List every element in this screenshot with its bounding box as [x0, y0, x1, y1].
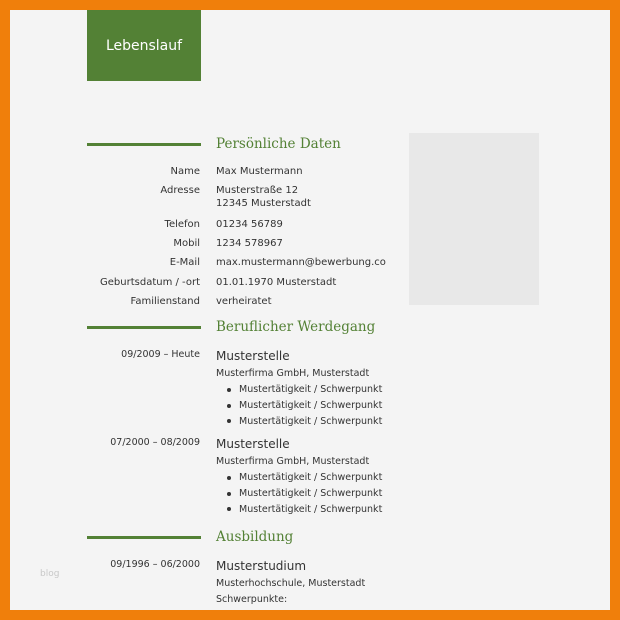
- education-degree: Musterstudium: [216, 559, 307, 573]
- education-school: Musterhochschule, Musterstadt: [216, 578, 366, 589]
- value-phone: [216, 218, 283, 231]
- career-position: Musterstelle: [216, 437, 290, 451]
- bullet-icon: [227, 419, 231, 423]
- list-item: [223, 470, 382, 486]
- value-mobile-line: 1234 578967: [216, 238, 283, 249]
- value-name: [216, 165, 303, 178]
- list-item: [223, 382, 382, 398]
- list-item: [223, 398, 382, 414]
- career-date: 07/2000 – 08/2009: [110, 437, 200, 448]
- list-item: [223, 486, 382, 502]
- bullet-icon: [227, 476, 231, 480]
- career-task: Mustertätigkeit / Schwerpunkt: [239, 384, 383, 396]
- career-task: Mustertätigkeit / Schwerpunkt: [239, 503, 383, 515]
- list-item: [223, 501, 382, 517]
- career-date: 09/2009 – Heute: [121, 349, 200, 360]
- section-rule-career: [87, 326, 201, 329]
- bullet-icon: [227, 507, 231, 511]
- label-birth: Geburtsdatum / -ort: [100, 277, 200, 288]
- value-address-street: Musterstraße 12: [216, 185, 299, 196]
- career-company: Musterfirma GmbH, Musterstadt: [216, 456, 370, 467]
- value-birth: [216, 276, 336, 289]
- label-mobile: Mobil: [173, 238, 200, 249]
- value-mobile: [216, 237, 283, 250]
- list-item: [223, 413, 382, 429]
- bullet-icon: [227, 404, 231, 408]
- value-marital-status-line: verheiratet: [216, 296, 272, 307]
- cv-title-banner: [87, 10, 201, 81]
- career-task: Mustertätigkeit / Schwerpunkt: [239, 400, 383, 412]
- career-task-list: [223, 382, 382, 429]
- label-email: E-Mail: [169, 257, 200, 268]
- section-rule-education: [87, 536, 201, 539]
- label-name: Name: [170, 166, 200, 177]
- section-rule-personal: [87, 143, 201, 146]
- label-phone: Telefon: [164, 219, 200, 230]
- photo-placeholder: [409, 133, 539, 305]
- watermark: blog: [40, 569, 60, 579]
- section-heading-education: Ausbildung: [216, 529, 294, 545]
- career-task: Mustertätigkeit / Schwerpunkt: [239, 472, 383, 484]
- value-birth-line: 01.01.1970 Musterstadt: [216, 277, 337, 288]
- career-company: Musterfirma GmbH, Musterstadt: [216, 368, 370, 379]
- label-address: Adresse: [160, 185, 200, 196]
- label-marital-status: Familienstand: [130, 296, 200, 307]
- bullet-icon: [227, 492, 231, 496]
- value-name-line: Max Mustermann: [216, 166, 303, 177]
- career-position: Musterstelle: [216, 349, 290, 363]
- education-date: 09/1996 – 06/2000: [110, 559, 200, 570]
- cv-page: [10, 10, 610, 610]
- career-task: Mustertätigkeit / Schwerpunkt: [239, 415, 383, 427]
- career-task-list: [223, 470, 382, 517]
- value-email: [216, 256, 386, 269]
- value-phone-line: 01234 56789: [216, 219, 283, 230]
- section-heading-career: Beruflicher Werdegang: [216, 319, 376, 335]
- value-address-city: 12345 Musterstadt: [216, 198, 311, 209]
- bullet-icon: [227, 388, 231, 392]
- cv-title: Lebenslauf: [105, 37, 183, 54]
- value-address: [216, 184, 311, 210]
- education-focus-label: Schwerpunkte:: [216, 594, 288, 605]
- value-marital-status: [216, 295, 272, 308]
- section-heading-personal: Persönliche Daten: [216, 136, 341, 152]
- value-email-line: max.mustermann@bewerbung.co: [216, 257, 386, 268]
- career-task: Mustertätigkeit / Schwerpunkt: [239, 488, 383, 500]
